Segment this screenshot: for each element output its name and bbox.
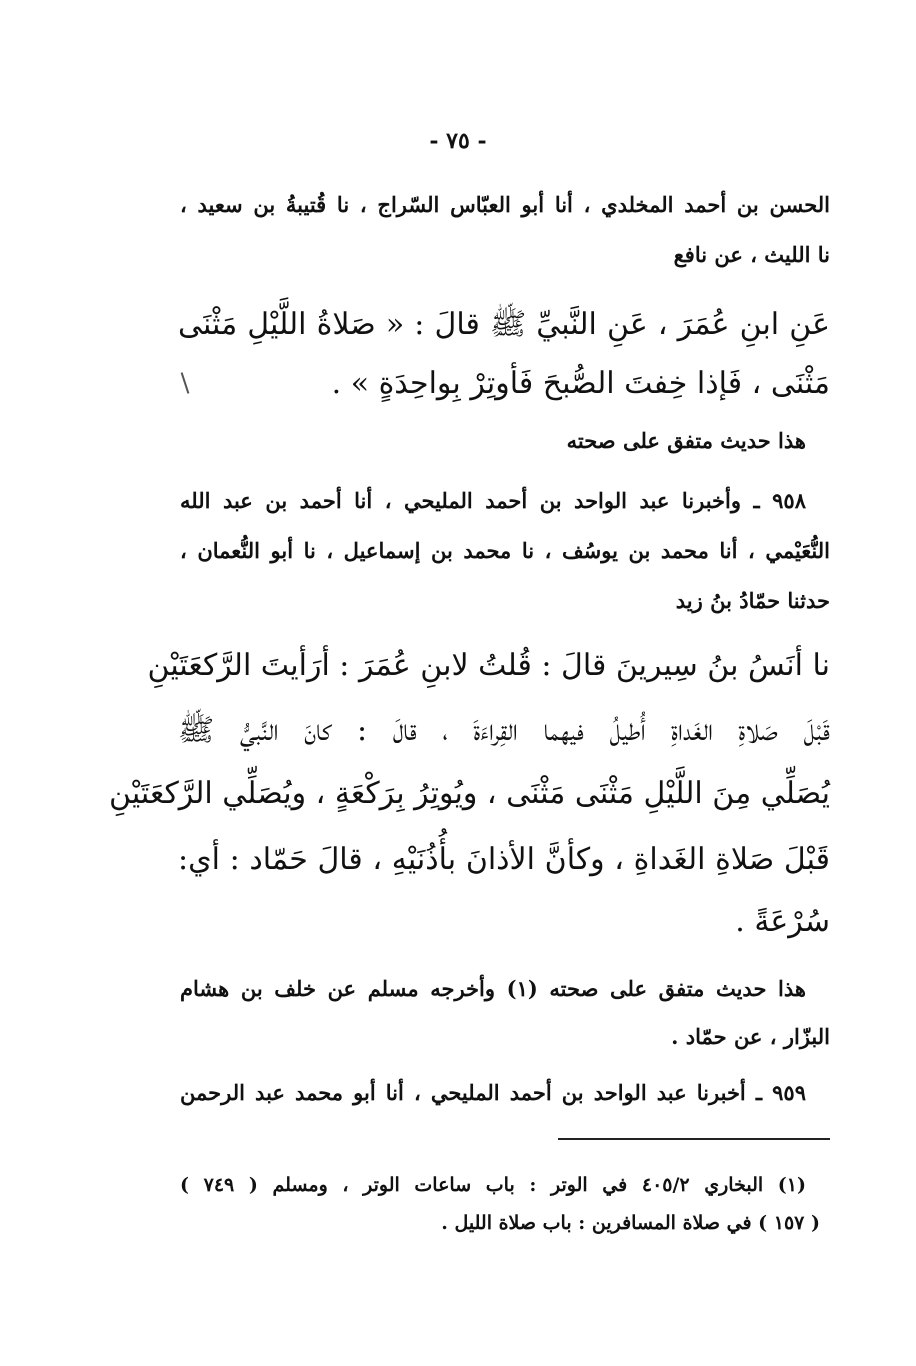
hadith-2-line-5: سُرْعَةً . <box>735 904 830 939</box>
footnote-separator <box>558 1138 830 1140</box>
hadith-2-line-1: نا أنَسُ بنُ سِيرينَ قالَ : قُلتُ لابنِ عُمَرَ : أرَأيتَ الرَّكعَتَيْنِ <box>147 648 830 683</box>
authenticity-note-2-line-1: هذا حديث متفق على صحته (١) وأخرجه مسلم عن خلف بن هشام <box>180 976 806 1001</box>
authenticity-note-2-line-2: البزّار ، عن حمّاد . <box>671 1024 830 1049</box>
hadith-2-line-2: قَبْلَ صَلاةِ الغَداةِ أُطيلُ فيهما القِراءَةَ ، قالَ : كانَ النَّبيُّ ﷺ <box>178 713 830 748</box>
hadith-1-line-1: عَنِ ابنِ عُمَرَ ، عَنِ النَّبيِّ ﷺ قالَ : « صَلاةُ اللَّيْلِ مَثْنَى <box>178 307 830 342</box>
page-number: - ٧٥ - <box>429 128 487 154</box>
footnote-line-2: ( ١٥٧ ) في صلاة المسافرين : باب صلاة الليل . <box>441 1212 820 1234</box>
footnote-line-1: (١) البخاري ٤٠٥/٢ في الوتر : باب ساعات الوتر ، ومسلم ( ٧٤٩ ) <box>180 1174 806 1196</box>
isnad-line-1: الحسن بن أحمد المخلدي ، أنا أبو العبّاس السّراج ، نا قُتيبةُ بن سعيد ، <box>180 192 830 217</box>
hadith-2-line-3: يُصَلِّي مِنَ اللَّيْلِ مَثْنَى مَثْنَى ، ويُوتِرُ بِرَكْعَةٍ ، ويُصَلِّي الرَّكعَتَيْنِ <box>109 776 830 811</box>
margin-mark <box>181 372 190 394</box>
hadith-958-isnad-line-2: النُّعَيْمي ، أنا محمد بن يوسُف ، نا محمد بن إسماعيل ، نا أبو النُّعمان ، <box>180 538 830 563</box>
hadith-958-isnad-line-1: ٩٥٨ ـ وأخبرنا عبد الواحد بن أحمد المليحي ، أنا أحمد بن عبد الله <box>180 488 806 513</box>
authenticity-note-1: هذا حديث متفق على صحته <box>566 428 806 453</box>
isnad-line-2: نا الليث ، عن نافع <box>673 242 830 267</box>
hadith-959-isnad-line-1: ٩٥٩ ـ أخبرنا عبد الواحد بن أحمد المليحي ، أنا أبو محمد عبد الرحمن <box>180 1080 806 1105</box>
hadith-2-line-4: قَبْلَ صَلاةِ الغَداةِ ، وكأنَّ الأذانَ بأُذُنَيْهِ ، قالَ حَمّاد : أي: <box>178 842 830 877</box>
hadith-958-isnad-line-3: حدثنا حمّادُ بنُ زيد <box>675 588 830 613</box>
hadith-1-line-2: مَثْنَى ، فَإذا خِفتَ الصُّبحَ فَأوتِرْ بِواحِدَةٍ » . <box>331 366 830 401</box>
